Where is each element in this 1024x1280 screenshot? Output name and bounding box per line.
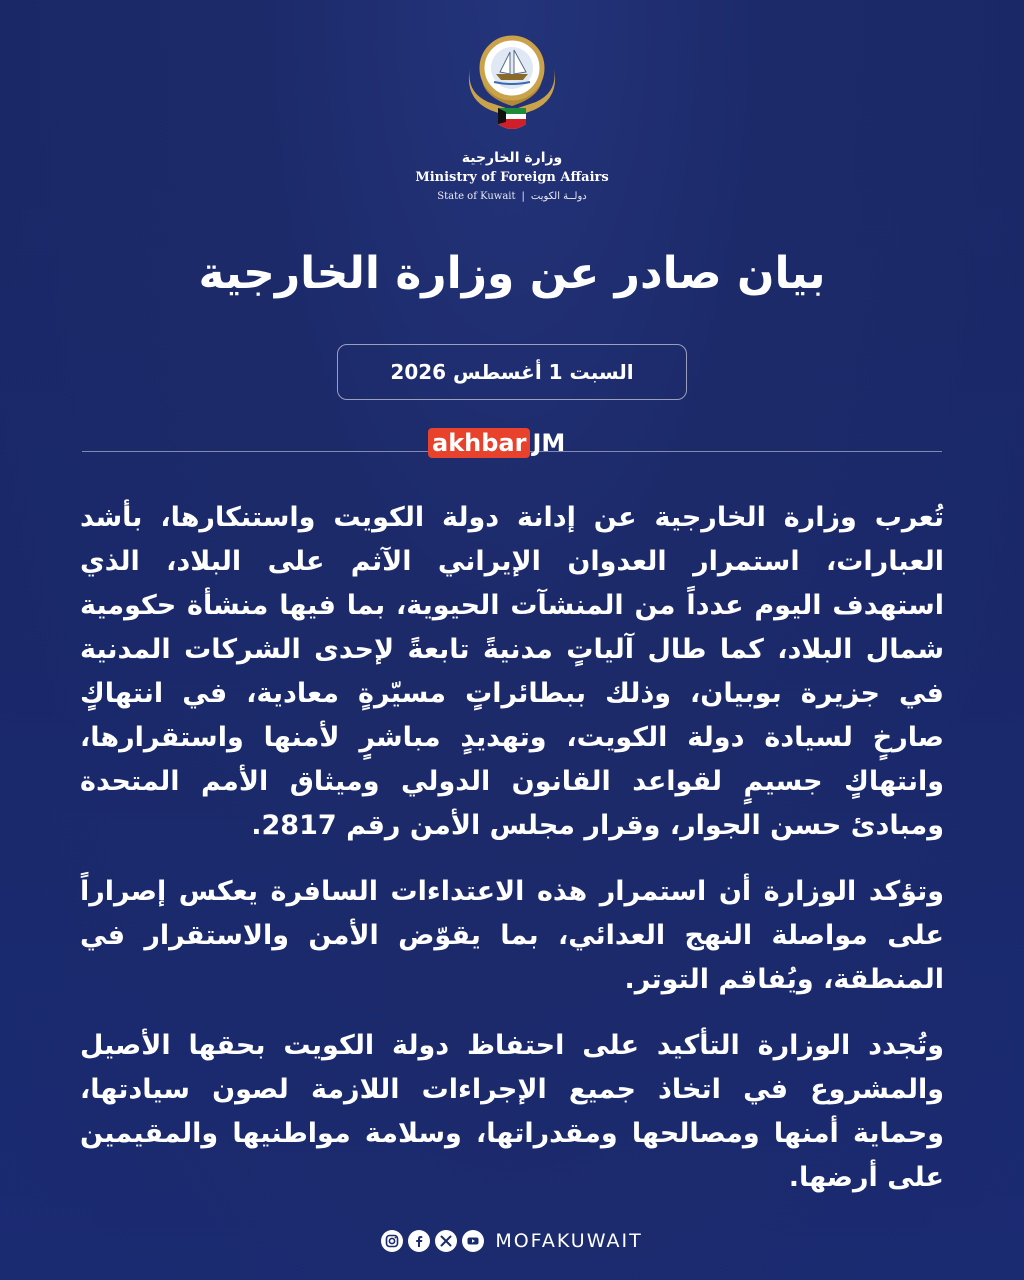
youtube-icon[interactable] xyxy=(462,1230,484,1252)
statement-date: السبت 1 أغسطس 2026 xyxy=(390,360,634,384)
instagram-icon[interactable] xyxy=(381,1230,403,1252)
statement-body xyxy=(80,496,944,1222)
facebook-icon[interactable] xyxy=(408,1230,430,1252)
social-handle[interactable]: MOFAKUWAIT xyxy=(495,1230,643,1252)
statement-paragraph-3: وتُجدد الوزارة التأكيد على احتفاظ دولة الكويت بحقها الأصيل والمشروع في اتخاذ جميع الإجراءات اللازمة لصون سيادتها، وحماية أمنها ومصالحها ومقدراتها، وسلامة مواطنيها والمقيمين على أرضها. xyxy=(80,1030,944,1193)
kuwait-emblem xyxy=(460,28,564,140)
state-separator: | xyxy=(521,191,525,202)
x-icon[interactable] xyxy=(435,1230,457,1252)
date-box xyxy=(337,344,687,400)
state-name-arabic: دولــة الكويت xyxy=(530,191,587,202)
ministry-name-english: Ministry of Foreign Affairs xyxy=(415,170,609,185)
watermark-part-1: akhbar xyxy=(428,428,530,458)
statement-title: بيان صادر عن وزارة الخارجية xyxy=(198,248,826,299)
akhbarjm-watermark xyxy=(428,427,565,459)
state-name-english: State of Kuwait xyxy=(437,191,516,202)
watermark-part-2: JM xyxy=(532,429,566,457)
social-footer xyxy=(0,1226,1024,1256)
ministry-header xyxy=(0,148,1024,206)
state-line xyxy=(0,188,1024,206)
statement-paragraph-1: تُعرب وزارة الخارجية عن إدانة دولة الكويت واستنكارها، بأشد العبارات، استمرار العدوان الإيراني الآثم على البلاد، الذي استهدف اليوم عدداً من المنشآت الحيوية، بما فيها منشأة حكومية شمال البلاد، كما طال آلياتٍ مدنيةً تابعةً لإحدى الشركات المدنية في جزيرة بوبيان، وذلك ببطائراتٍ مسيّرةٍ معادية، في انتهاكٍ صارخٍ لسيادة دولة الكويت، وتهديدٍ مباشرٍ لأمنها واستقرارها، وانتهاكٍ جسيمٍ لقواعد القانون الدولي وميثاق الأمم المتحدة ومبادئ حسن الجوار، وقرار مجلس الأمن رقم 2817. xyxy=(80,502,944,841)
statement-paragraph-2: وتؤكد الوزارة أن استمرار هذه الاعتداءات السافرة يعكس إصراراً على مواصلة النهج العدائي، بما يقوّض الأمن والاستقرار في المنطقة، ويُفاقم التوتر. xyxy=(80,876,944,995)
ministry-name-arabic: وزارة الخارجية xyxy=(461,150,563,166)
